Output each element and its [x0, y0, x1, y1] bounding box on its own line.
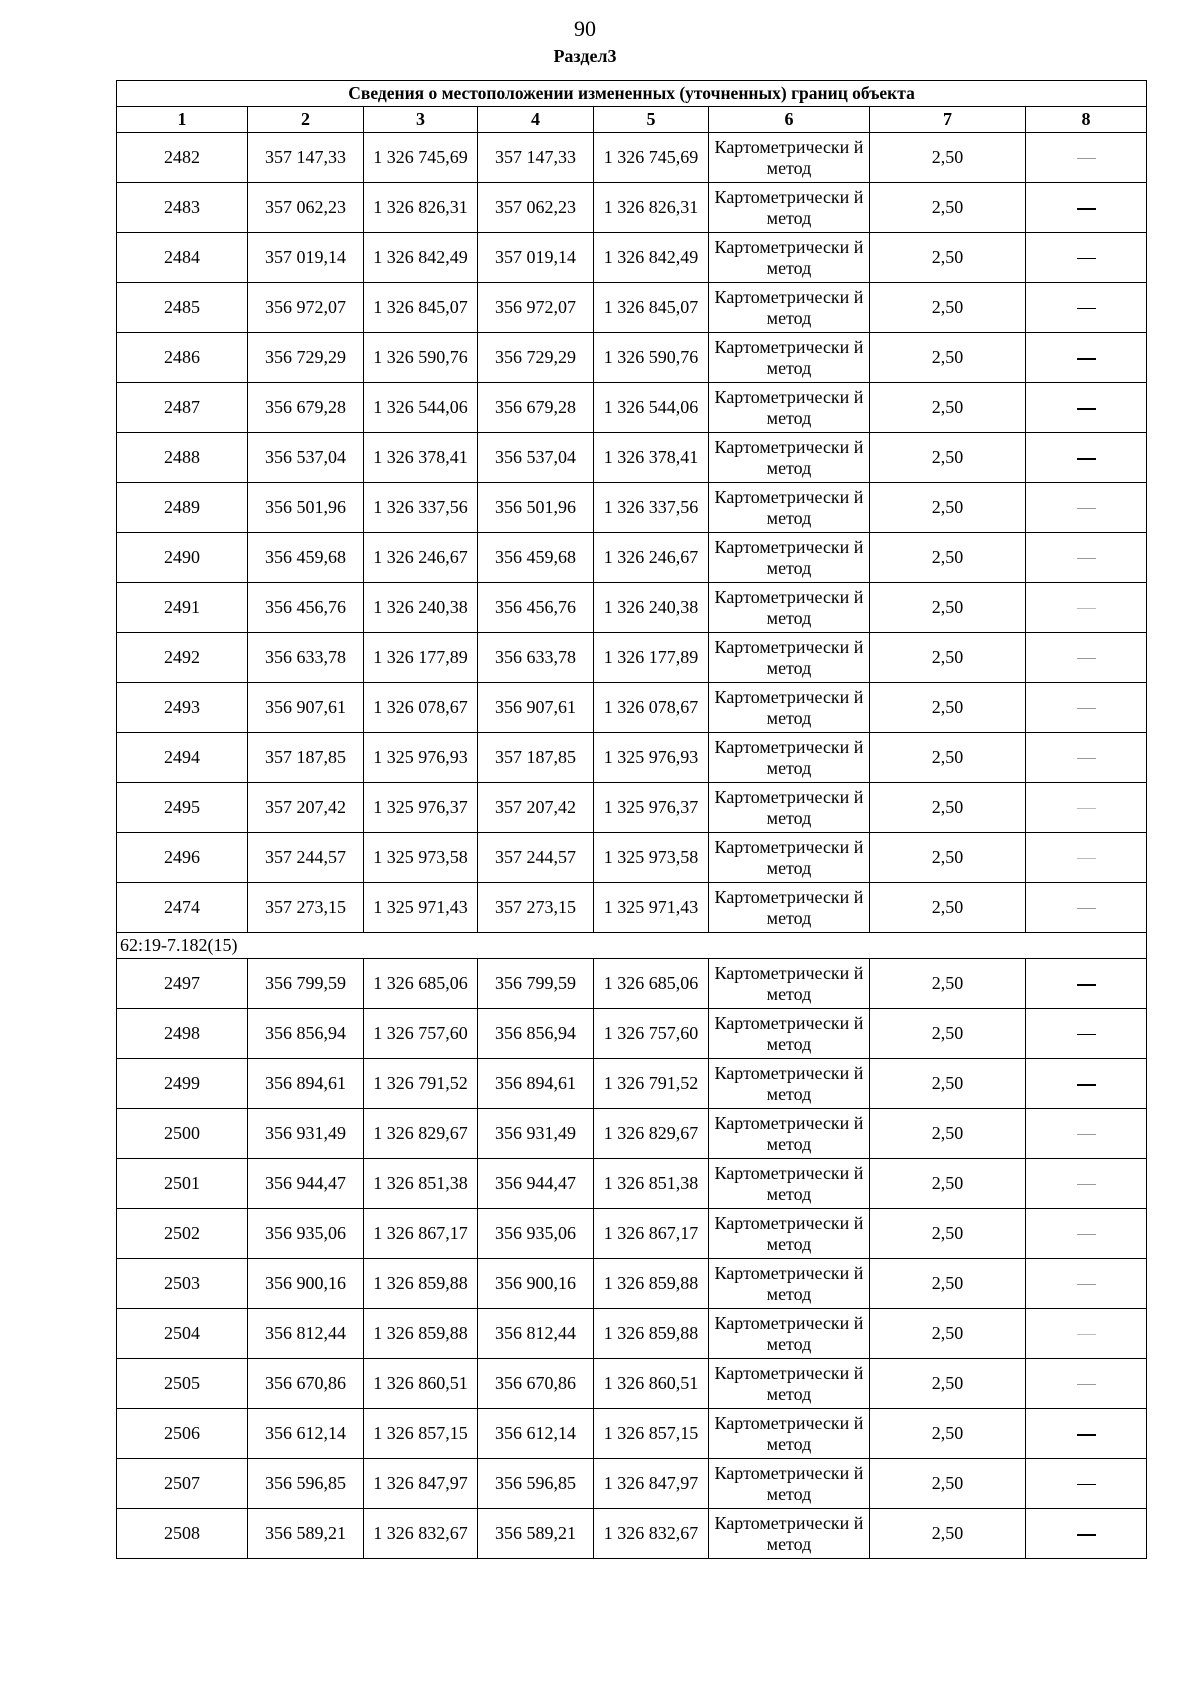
- group-header-row: [117, 933, 1147, 959]
- point-number-cell: 2490: [117, 533, 248, 583]
- table-row: [117, 1409, 1147, 1459]
- y-existing-cell: 1 326 544,06: [364, 383, 478, 433]
- point-number-cell: 2474: [117, 883, 248, 933]
- point-number-cell: 2494: [117, 733, 248, 783]
- y-refined-cell: 1 326 857,15: [594, 1409, 709, 1459]
- column-8-cell: [1026, 833, 1147, 883]
- y-existing-cell: 1 326 378,41: [364, 433, 478, 483]
- point-number-cell: 2504: [117, 1309, 248, 1359]
- x-refined-cell: 357 244,57: [478, 833, 594, 883]
- x-refined-cell: 356 935,06: [478, 1209, 594, 1259]
- accuracy-cell: 2,50: [870, 1359, 1026, 1409]
- column-8-cell: [1026, 1109, 1147, 1159]
- table-row: [117, 1459, 1147, 1509]
- point-number-cell: 2482: [117, 133, 248, 183]
- table-row: [117, 683, 1147, 733]
- y-existing-cell: 1 326 859,88: [364, 1309, 478, 1359]
- table-row: [117, 1209, 1147, 1259]
- point-number-cell: 2499: [117, 1059, 248, 1109]
- x-existing-cell: 356 935,06: [248, 1209, 364, 1259]
- y-refined-cell: 1 325 971,43: [594, 883, 709, 933]
- accuracy-cell: 2,50: [870, 583, 1026, 633]
- table-row: [117, 283, 1147, 333]
- x-refined-cell: 356 812,44: [478, 1309, 594, 1359]
- y-existing-cell: 1 326 826,31: [364, 183, 478, 233]
- y-refined-cell: 1 326 240,38: [594, 583, 709, 633]
- accuracy-cell: 2,50: [870, 1009, 1026, 1059]
- column-8-cell: [1026, 683, 1147, 733]
- x-existing-cell: 356 799,59: [248, 959, 364, 1009]
- table-row: [117, 1009, 1147, 1059]
- y-refined-cell: 1 326 860,51: [594, 1359, 709, 1409]
- y-existing-cell: 1 326 847,97: [364, 1459, 478, 1509]
- section-title: Раздел3: [553, 46, 617, 66]
- column-8-cell: [1026, 483, 1147, 533]
- column-8-cell: [1026, 1259, 1147, 1309]
- y-existing-cell: 1 326 177,89: [364, 633, 478, 683]
- column-header-1: 1: [117, 107, 248, 133]
- dash-mark: [1077, 258, 1096, 259]
- dash-mark: [1077, 1434, 1096, 1436]
- x-existing-cell: 356 894,61: [248, 1059, 364, 1109]
- point-number-cell: 2491: [117, 583, 248, 633]
- table-row: [117, 483, 1147, 533]
- method-cell: Картометрически й метод: [709, 283, 870, 333]
- dash-mark: [1077, 858, 1096, 859]
- point-number-cell: 2506: [117, 1409, 248, 1459]
- table-row: [117, 433, 1147, 483]
- y-refined-cell: 1 326 829,67: [594, 1109, 709, 1159]
- column-8-cell: [1026, 1209, 1147, 1259]
- dash-mark: [1077, 1384, 1096, 1385]
- y-refined-cell: 1 326 847,97: [594, 1459, 709, 1509]
- accuracy-cell: 2,50: [870, 1209, 1026, 1259]
- point-number-cell: 2498: [117, 1009, 248, 1059]
- y-refined-cell: 1 326 757,60: [594, 1009, 709, 1059]
- method-cell: Картометрически й метод: [709, 1359, 870, 1409]
- method-cell: Картометрически й метод: [709, 1009, 870, 1059]
- x-refined-cell: 356 931,49: [478, 1109, 594, 1159]
- x-refined-cell: 356 972,07: [478, 283, 594, 333]
- accuracy-cell: 2,50: [870, 1459, 1026, 1509]
- x-refined-cell: 357 147,33: [478, 133, 594, 183]
- dash-mark: [1077, 1134, 1096, 1135]
- y-refined-cell: 1 326 745,69: [594, 133, 709, 183]
- x-existing-cell: 357 273,15: [248, 883, 364, 933]
- y-existing-cell: 1 326 860,51: [364, 1359, 478, 1409]
- y-existing-cell: 1 326 851,38: [364, 1159, 478, 1209]
- dash-mark: [1077, 1284, 1096, 1285]
- x-existing-cell: 356 456,76: [248, 583, 364, 633]
- point-number-cell: 2508: [117, 1509, 248, 1559]
- column-8-cell: [1026, 383, 1147, 433]
- x-refined-cell: 356 679,28: [478, 383, 594, 433]
- x-existing-cell: 356 900,16: [248, 1259, 364, 1309]
- method-cell: Картометрически й метод: [709, 533, 870, 583]
- column-8-cell: [1026, 959, 1147, 1009]
- column-8-cell: [1026, 783, 1147, 833]
- accuracy-cell: 2,50: [870, 633, 1026, 683]
- x-existing-cell: 356 633,78: [248, 633, 364, 683]
- method-cell: Картометрически й метод: [709, 633, 870, 683]
- y-refined-cell: 1 326 867,17: [594, 1209, 709, 1259]
- table-row: [117, 783, 1147, 833]
- point-number-cell: 2507: [117, 1459, 248, 1509]
- y-refined-cell: 1 325 976,93: [594, 733, 709, 783]
- table-caption: Сведения о местоположении измененных (уточненных) границ объекта: [117, 81, 1147, 107]
- x-existing-cell: 356 907,61: [248, 683, 364, 733]
- y-refined-cell: 1 326 337,56: [594, 483, 709, 533]
- y-refined-cell: 1 326 851,38: [594, 1159, 709, 1209]
- y-existing-cell: 1 326 246,67: [364, 533, 478, 583]
- dash-mark: [1077, 1334, 1096, 1335]
- x-refined-cell: 356 894,61: [478, 1059, 594, 1109]
- accuracy-cell: 2,50: [870, 1509, 1026, 1559]
- x-existing-cell: 356 537,04: [248, 433, 364, 483]
- page-number: 90: [574, 16, 596, 41]
- x-refined-cell: 357 019,14: [478, 233, 594, 283]
- x-refined-cell: 357 273,15: [478, 883, 594, 933]
- x-existing-cell: 356 501,96: [248, 483, 364, 533]
- point-number-cell: 2492: [117, 633, 248, 683]
- table-row: [117, 533, 1147, 583]
- method-cell: Картометрически й метод: [709, 1109, 870, 1159]
- y-refined-cell: 1 326 078,67: [594, 683, 709, 733]
- point-number-cell: 2500: [117, 1109, 248, 1159]
- point-number-cell: 2485: [117, 283, 248, 333]
- accuracy-cell: 2,50: [870, 683, 1026, 733]
- x-existing-cell: 356 670,86: [248, 1359, 364, 1409]
- table-row: [117, 1159, 1147, 1209]
- accuracy-cell: 2,50: [870, 533, 1026, 583]
- y-refined-cell: 1 326 544,06: [594, 383, 709, 433]
- table-row: [117, 1509, 1147, 1559]
- y-existing-cell: 1 325 971,43: [364, 883, 478, 933]
- column-header-4: 4: [478, 107, 594, 133]
- y-refined-cell: 1 325 973,58: [594, 833, 709, 883]
- method-cell: Картометрически й метод: [709, 133, 870, 183]
- dash-mark: [1077, 558, 1096, 559]
- x-refined-cell: 356 799,59: [478, 959, 594, 1009]
- dash-mark: [1077, 358, 1096, 360]
- method-cell: Картометрически й метод: [709, 833, 870, 883]
- y-existing-cell: 1 326 757,60: [364, 1009, 478, 1059]
- y-refined-cell: 1 326 845,07: [594, 283, 709, 333]
- y-refined-cell: 1 326 832,67: [594, 1509, 709, 1559]
- column-8-cell: [1026, 1359, 1147, 1409]
- column-8-cell: [1026, 1159, 1147, 1209]
- column-8-cell: [1026, 883, 1147, 933]
- table-row: [117, 959, 1147, 1009]
- method-cell: Картометрически й метод: [709, 1309, 870, 1359]
- dash-mark: [1077, 608, 1096, 609]
- y-refined-cell: 1 326 685,06: [594, 959, 709, 1009]
- x-refined-cell: 356 670,86: [478, 1359, 594, 1409]
- column-header-row: [117, 107, 1147, 133]
- dash-mark: [1077, 158, 1096, 159]
- dash-mark: [1077, 1084, 1096, 1086]
- table-row: [117, 883, 1147, 933]
- y-refined-cell: 1 326 378,41: [594, 433, 709, 483]
- y-existing-cell: 1 326 829,67: [364, 1109, 478, 1159]
- point-number-cell: 2503: [117, 1259, 248, 1309]
- accuracy-cell: 2,50: [870, 433, 1026, 483]
- accuracy-cell: 2,50: [870, 1109, 1026, 1159]
- table-row: [117, 733, 1147, 783]
- group-label: 62:19-7.182(15): [117, 933, 1147, 959]
- y-existing-cell: 1 326 859,88: [364, 1259, 478, 1309]
- accuracy-cell: 2,50: [870, 959, 1026, 1009]
- dash-mark: [1077, 408, 1096, 410]
- point-number-cell: 2487: [117, 383, 248, 433]
- method-cell: Картометрически й метод: [709, 1259, 870, 1309]
- column-8-cell: [1026, 333, 1147, 383]
- method-cell: Картометрически й метод: [709, 383, 870, 433]
- y-existing-cell: 1 326 867,17: [364, 1209, 478, 1259]
- column-8-cell: [1026, 1509, 1147, 1559]
- point-number-cell: 2484: [117, 233, 248, 283]
- method-cell: Картометрически й метод: [709, 1059, 870, 1109]
- column-header-5: 5: [594, 107, 709, 133]
- table-row: [117, 583, 1147, 633]
- accuracy-cell: 2,50: [870, 383, 1026, 433]
- x-refined-cell: 356 633,78: [478, 633, 594, 683]
- point-number-cell: 2486: [117, 333, 248, 383]
- column-8-cell: [1026, 433, 1147, 483]
- method-cell: Картометрически й метод: [709, 333, 870, 383]
- x-refined-cell: 356 501,96: [478, 483, 594, 533]
- dash-mark: [1077, 1034, 1096, 1035]
- x-existing-cell: 357 019,14: [248, 233, 364, 283]
- y-existing-cell: 1 326 685,06: [364, 959, 478, 1009]
- dash-mark: [1077, 208, 1096, 210]
- y-existing-cell: 1 326 745,69: [364, 133, 478, 183]
- x-refined-cell: 356 537,04: [478, 433, 594, 483]
- point-number-cell: 2505: [117, 1359, 248, 1409]
- y-existing-cell: 1 326 842,49: [364, 233, 478, 283]
- x-existing-cell: 356 612,14: [248, 1409, 364, 1459]
- y-refined-cell: 1 326 842,49: [594, 233, 709, 283]
- column-8-cell: [1026, 283, 1147, 333]
- accuracy-cell: 2,50: [870, 483, 1026, 533]
- method-cell: Картометрически й метод: [709, 733, 870, 783]
- y-refined-cell: 1 325 976,37: [594, 783, 709, 833]
- accuracy-cell: 2,50: [870, 783, 1026, 833]
- table-caption-row: [117, 81, 1147, 107]
- accuracy-cell: 2,50: [870, 833, 1026, 883]
- dash-mark: [1077, 458, 1096, 460]
- x-existing-cell: 356 459,68: [248, 533, 364, 583]
- dash-mark: [1077, 984, 1096, 986]
- x-refined-cell: 356 612,14: [478, 1409, 594, 1459]
- x-existing-cell: 356 729,29: [248, 333, 364, 383]
- x-refined-cell: 356 900,16: [478, 1259, 594, 1309]
- x-existing-cell: 356 931,49: [248, 1109, 364, 1159]
- column-8-cell: [1026, 1009, 1147, 1059]
- table-row: [117, 1359, 1147, 1409]
- dash-mark: [1077, 758, 1096, 759]
- column-8-cell: [1026, 583, 1147, 633]
- dash-mark: [1077, 808, 1096, 809]
- table-row: [117, 1109, 1147, 1159]
- column-header-3: 3: [364, 107, 478, 133]
- table-row: [117, 633, 1147, 683]
- x-existing-cell: 356 679,28: [248, 383, 364, 433]
- table-row: [117, 233, 1147, 283]
- y-existing-cell: 1 325 973,58: [364, 833, 478, 883]
- x-existing-cell: 356 944,47: [248, 1159, 364, 1209]
- x-existing-cell: 356 589,21: [248, 1509, 364, 1559]
- accuracy-cell: 2,50: [870, 133, 1026, 183]
- table-row: [117, 1059, 1147, 1109]
- dash-mark: [1077, 708, 1096, 709]
- column-8-cell: [1026, 733, 1147, 783]
- point-number-cell: 2497: [117, 959, 248, 1009]
- dash-mark: [1077, 1184, 1096, 1185]
- method-cell: Картометрически й метод: [709, 583, 870, 633]
- method-cell: Картометрически й метод: [709, 1509, 870, 1559]
- point-number-cell: 2502: [117, 1209, 248, 1259]
- x-refined-cell: 356 856,94: [478, 1009, 594, 1059]
- x-refined-cell: 356 589,21: [478, 1509, 594, 1559]
- table-row: [117, 133, 1147, 183]
- table-row: [117, 183, 1147, 233]
- x-existing-cell: 357 147,33: [248, 133, 364, 183]
- column-header-7: 7: [870, 107, 1026, 133]
- x-refined-cell: 356 944,47: [478, 1159, 594, 1209]
- y-existing-cell: 1 326 337,56: [364, 483, 478, 533]
- method-cell: Картометрически й метод: [709, 1459, 870, 1509]
- x-refined-cell: 356 596,85: [478, 1459, 594, 1509]
- accuracy-cell: 2,50: [870, 733, 1026, 783]
- method-cell: Картометрически й метод: [709, 433, 870, 483]
- y-existing-cell: 1 326 832,67: [364, 1509, 478, 1559]
- y-refined-cell: 1 326 177,89: [594, 633, 709, 683]
- method-cell: Картометрически й метод: [709, 1209, 870, 1259]
- dash-mark: [1077, 1234, 1096, 1235]
- accuracy-cell: 2,50: [870, 1409, 1026, 1459]
- y-refined-cell: 1 326 859,88: [594, 1309, 709, 1359]
- accuracy-cell: 2,50: [870, 1259, 1026, 1309]
- method-cell: Картометрически й метод: [709, 483, 870, 533]
- accuracy-cell: 2,50: [870, 333, 1026, 383]
- y-existing-cell: 1 326 590,76: [364, 333, 478, 383]
- point-number-cell: 2488: [117, 433, 248, 483]
- x-existing-cell: 357 207,42: [248, 783, 364, 833]
- method-cell: Картометрически й метод: [709, 183, 870, 233]
- method-cell: Картометрически й метод: [709, 1159, 870, 1209]
- dash-mark: [1077, 1534, 1096, 1536]
- table-row: [117, 333, 1147, 383]
- y-refined-cell: 1 326 826,31: [594, 183, 709, 233]
- accuracy-cell: 2,50: [870, 1309, 1026, 1359]
- x-existing-cell: 357 187,85: [248, 733, 364, 783]
- y-existing-cell: 1 326 078,67: [364, 683, 478, 733]
- y-existing-cell: 1 326 240,38: [364, 583, 478, 633]
- point-number-cell: 2495: [117, 783, 248, 833]
- point-number-cell: 2496: [117, 833, 248, 883]
- column-header-8: 8: [1026, 107, 1147, 133]
- column-8-cell: [1026, 233, 1147, 283]
- y-refined-cell: 1 326 590,76: [594, 333, 709, 383]
- method-cell: Картометрически й метод: [709, 233, 870, 283]
- y-refined-cell: 1 326 859,88: [594, 1259, 709, 1309]
- method-cell: Картометрически й метод: [709, 1409, 870, 1459]
- column-8-cell: [1026, 633, 1147, 683]
- x-existing-cell: 357 062,23: [248, 183, 364, 233]
- x-existing-cell: 357 244,57: [248, 833, 364, 883]
- column-8-cell: [1026, 183, 1147, 233]
- x-existing-cell: 356 972,07: [248, 283, 364, 333]
- column-header-6: 6: [709, 107, 870, 133]
- table-row: [117, 833, 1147, 883]
- column-8-cell: [1026, 133, 1147, 183]
- method-cell: Картометрически й метод: [709, 883, 870, 933]
- x-existing-cell: 356 856,94: [248, 1009, 364, 1059]
- x-existing-cell: 356 596,85: [248, 1459, 364, 1509]
- method-cell: Картометрически й метод: [709, 959, 870, 1009]
- y-existing-cell: 1 325 976,37: [364, 783, 478, 833]
- y-existing-cell: 1 325 976,93: [364, 733, 478, 783]
- column-8-cell: [1026, 1309, 1147, 1359]
- column-8-cell: [1026, 533, 1147, 583]
- dash-mark: [1077, 908, 1096, 909]
- point-number-cell: 2483: [117, 183, 248, 233]
- accuracy-cell: 2,50: [870, 283, 1026, 333]
- y-existing-cell: 1 326 791,52: [364, 1059, 478, 1109]
- x-refined-cell: 356 459,68: [478, 533, 594, 583]
- y-existing-cell: 1 326 845,07: [364, 283, 478, 333]
- accuracy-cell: 2,50: [870, 1159, 1026, 1209]
- dash-mark: [1077, 1484, 1096, 1485]
- table-row: [117, 1259, 1147, 1309]
- column-8-cell: [1026, 1459, 1147, 1509]
- point-number-cell: 2493: [117, 683, 248, 733]
- dash-mark: [1077, 308, 1096, 309]
- dash-mark: [1077, 508, 1096, 509]
- method-cell: Картометрически й метод: [709, 783, 870, 833]
- column-8-cell: [1026, 1409, 1147, 1459]
- x-refined-cell: 357 062,23: [478, 183, 594, 233]
- accuracy-cell: 2,50: [870, 1059, 1026, 1109]
- accuracy-cell: 2,50: [870, 183, 1026, 233]
- column-8-cell: [1026, 1059, 1147, 1109]
- dash-mark: [1077, 658, 1096, 659]
- x-existing-cell: 356 812,44: [248, 1309, 364, 1359]
- point-number-cell: 2489: [117, 483, 248, 533]
- x-refined-cell: 356 907,61: [478, 683, 594, 733]
- column-header-2: 2: [248, 107, 364, 133]
- x-refined-cell: 356 456,76: [478, 583, 594, 633]
- table-row: [117, 383, 1147, 433]
- boundary-table: [116, 80, 1147, 1559]
- table-row: [117, 1309, 1147, 1359]
- x-refined-cell: 357 187,85: [478, 733, 594, 783]
- y-refined-cell: 1 326 791,52: [594, 1059, 709, 1109]
- y-refined-cell: 1 326 246,67: [594, 533, 709, 583]
- y-existing-cell: 1 326 857,15: [364, 1409, 478, 1459]
- x-refined-cell: 356 729,29: [478, 333, 594, 383]
- point-number-cell: 2501: [117, 1159, 248, 1209]
- accuracy-cell: 2,50: [870, 233, 1026, 283]
- accuracy-cell: 2,50: [870, 883, 1026, 933]
- x-refined-cell: 357 207,42: [478, 783, 594, 833]
- method-cell: Картометрически й метод: [709, 683, 870, 733]
